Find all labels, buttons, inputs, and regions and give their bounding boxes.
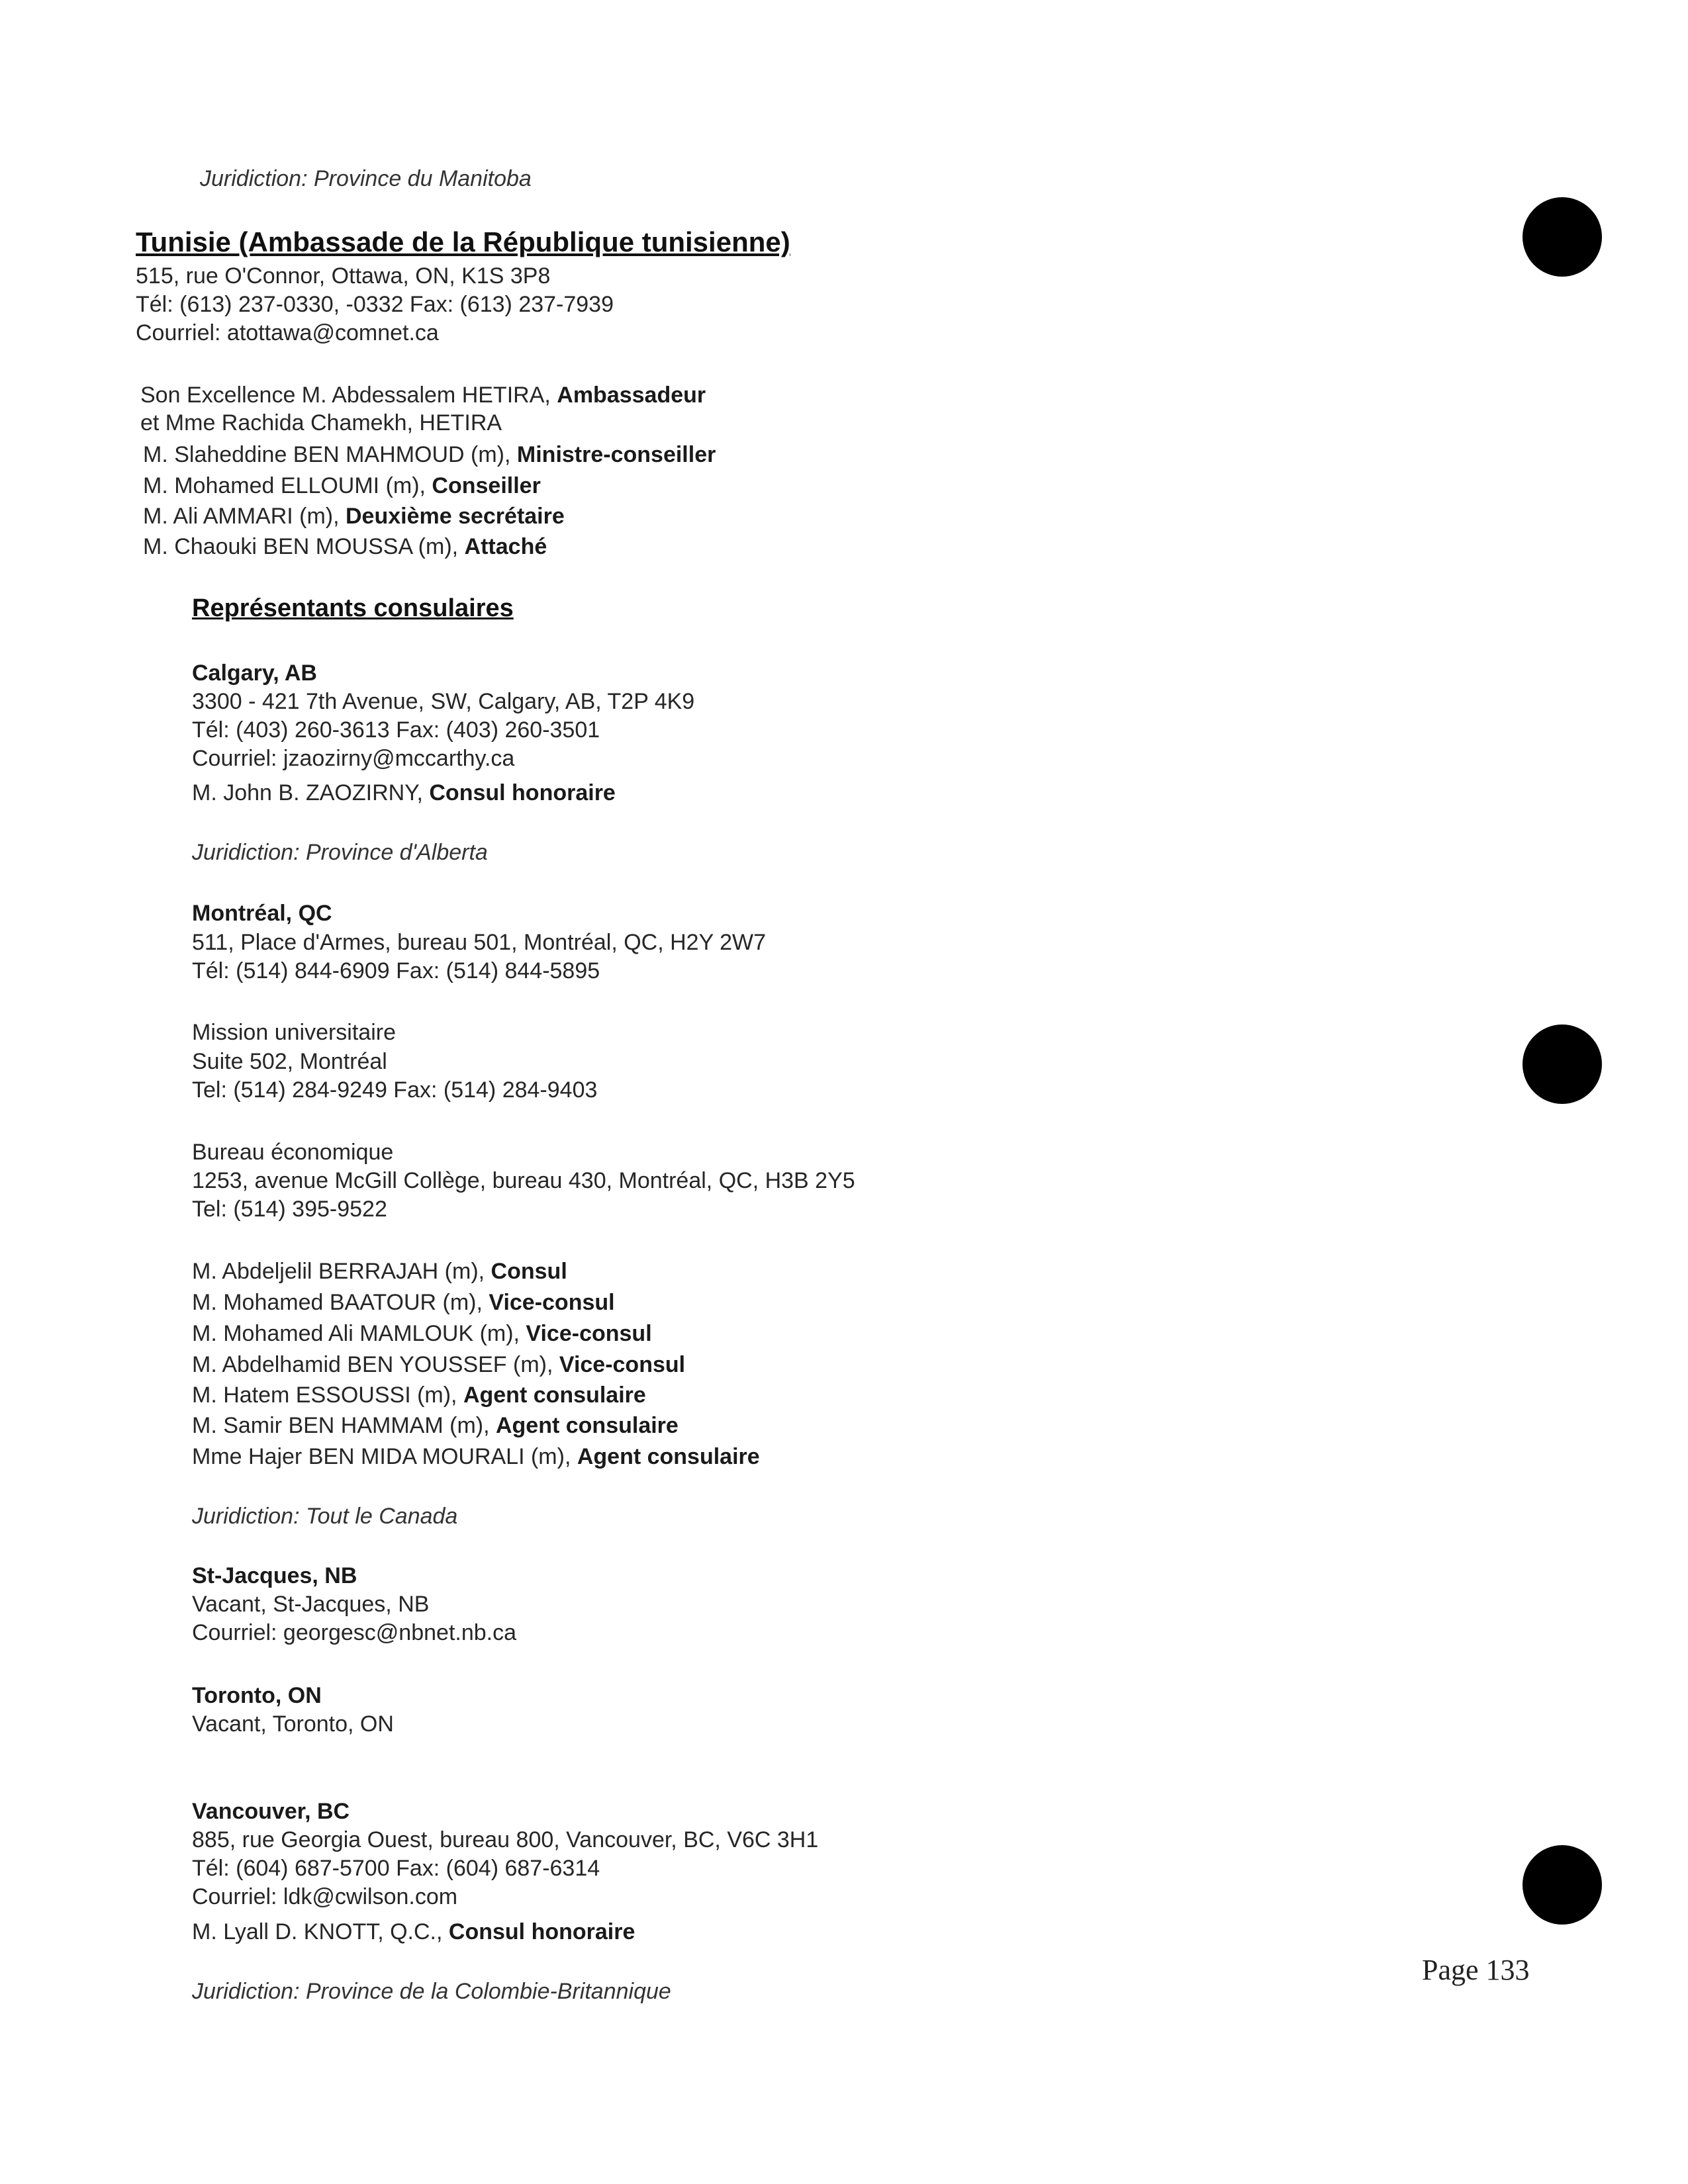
staff-name: et Mme Rachida Chamekh, HETIRA xyxy=(140,410,502,435)
person-role: Consul xyxy=(491,1259,567,1284)
person-name: Mme Hajer BEN MIDA MOURALI (m), xyxy=(192,1444,577,1469)
person-role: Vice-consul xyxy=(489,1290,615,1315)
person-name: M. Mohamed Ali MAMLOUK (m), xyxy=(192,1321,526,1346)
calgary-phone: Tél: (403) 260-3613 Fax: (403) 260-3501 xyxy=(192,717,600,743)
calgary-person xyxy=(192,780,616,806)
mission-address: Suite 502, Montréal xyxy=(192,1049,387,1074)
calgary-address: 3300 - 421 7th Avenue, SW, Calgary, AB, T2P 4K9 xyxy=(192,689,695,714)
staff-name: M. Mohamed ELLOUMI (m), xyxy=(143,473,432,498)
vancouver-person xyxy=(192,1919,635,1945)
staff-line xyxy=(143,533,547,560)
montreal-person xyxy=(192,1258,567,1285)
person-role: Agent consulaire xyxy=(495,1413,679,1438)
toronto-city: Toronto, ON xyxy=(192,1683,322,1708)
embassy-phone: Tél: (613) 237-0330, -0332 Fax: (613) 237-7939 xyxy=(136,292,614,317)
embassy-address: 515, rue O'Connor, Ottawa, ON, K1S 3P8 xyxy=(136,263,551,289)
vancouver-address: 885, rue Georgia Ouest, bureau 800, Vancouver, BC, V6C 3H1 xyxy=(192,1827,819,1852)
staff-line xyxy=(143,473,541,499)
staff-role: Ambassadeur xyxy=(557,383,706,408)
staff-name: Son Excellence M. Abdessalem HETIRA, xyxy=(140,383,557,408)
staff-name: M. Slaheddine BEN MAHMOUD (m), xyxy=(143,442,517,467)
staff-line xyxy=(140,410,502,436)
person-name: M. Abdeljelil BERRAJAH (m), xyxy=(192,1259,491,1284)
page-number: Page 133 xyxy=(1422,1954,1530,1986)
montreal-person xyxy=(192,1443,760,1470)
staff-line xyxy=(140,382,706,408)
montreal-person xyxy=(192,1351,685,1378)
person-name: M. Samir BEN HAMMAM (m), xyxy=(192,1413,496,1438)
montreal-phone: Tél: (514) 844-6909 Fax: (514) 844-5895 xyxy=(192,958,600,983)
montreal-address: 511, Place d'Armes, bureau 501, Montréal, QC, H2Y 2W7 xyxy=(192,930,766,955)
staff-role: Conseiller xyxy=(432,473,541,498)
calgary-email: Courriel: jzaozirny@mccarthy.ca xyxy=(192,746,515,771)
person-role: Agent consulaire xyxy=(463,1383,646,1408)
toronto-line: Vacant, Toronto, ON xyxy=(192,1711,394,1737)
mission-title: Mission universitaire xyxy=(192,1020,396,1045)
bureau-title: Bureau économique xyxy=(192,1140,394,1165)
punch-hole-icon xyxy=(1523,1024,1602,1104)
punch-hole-icon xyxy=(1523,1845,1602,1925)
person-role: Consul honoraire xyxy=(429,780,616,805)
staff-role: Attaché xyxy=(464,534,547,559)
person-name: M. Lyall D. KNOTT, Q.C., xyxy=(192,1919,449,1944)
stjacques-city: St-Jacques, NB xyxy=(192,1563,357,1588)
staff-name: M. Ali AMMARI (m), xyxy=(143,504,346,529)
vancouver-city: Vancouver, BC xyxy=(192,1799,350,1824)
punch-hole-icon xyxy=(1523,197,1602,277)
person-name: M. Abdelhamid BEN YOUSSEF (m), xyxy=(192,1352,559,1377)
montreal-person xyxy=(192,1289,615,1316)
staff-role: Ministre-conseiller xyxy=(516,442,716,467)
embassy-email: Courriel: atottawa@comnet.ca xyxy=(136,320,439,345)
vancouver-phone: Tél: (604) 687-5700 Fax: (604) 687-6314 xyxy=(192,1856,600,1881)
staff-line xyxy=(143,503,565,529)
montreal-person xyxy=(192,1382,646,1408)
vancouver-jurisdiction: Juridiction: Province de la Colombie-Britannique xyxy=(192,1979,671,2004)
calgary-city: Calgary, AB xyxy=(192,660,317,686)
vancouver-email: Courriel: ldk@cwilson.com xyxy=(192,1884,458,1909)
calgary-jurisdiction: Juridiction: Province d'Alberta xyxy=(192,840,488,865)
person-role: Consul honoraire xyxy=(448,1919,635,1944)
mission-phone: Tel: (514) 284-9249 Fax: (514) 284-9403 xyxy=(192,1077,598,1103)
jurisdiction-manitoba: Juridiction: Province du Manitoba xyxy=(200,166,532,191)
embassy-title: Tunisie (Ambassade de la République tunisienne) xyxy=(136,226,790,257)
person-name: M. Mohamed BAATOUR (m), xyxy=(192,1290,489,1315)
staff-name: M. Chaouki BEN MOUSSA (m), xyxy=(143,534,465,559)
person-name: M. Hatem ESSOUSSI (m), xyxy=(192,1383,463,1408)
person-name: M. John B. ZAOZIRNY, xyxy=(192,780,430,805)
consular-heading: Représentants consulaires xyxy=(192,594,514,622)
stjacques-line: Vacant, St-Jacques, NB xyxy=(192,1592,430,1617)
person-role: Vice-consul xyxy=(559,1352,686,1377)
staff-role: Deuxième secrétaire xyxy=(346,504,565,529)
montreal-city: Montréal, QC xyxy=(192,901,332,926)
montreal-person xyxy=(192,1320,652,1347)
staff-line xyxy=(143,441,716,468)
bureau-phone: Tel: (514) 395-9522 xyxy=(192,1197,387,1222)
person-role: Vice-consul xyxy=(526,1321,652,1346)
montreal-jurisdiction: Juridiction: Tout le Canada xyxy=(192,1504,458,1529)
person-role: Agent consulaire xyxy=(577,1444,760,1469)
montreal-person xyxy=(192,1412,679,1439)
stjacques-email: Courriel: georgesc@nbnet.nb.ca xyxy=(192,1620,517,1645)
bureau-address: 1253, avenue McGill Collège, bureau 430, Montréal, QC, H3B 2Y5 xyxy=(192,1168,855,1193)
